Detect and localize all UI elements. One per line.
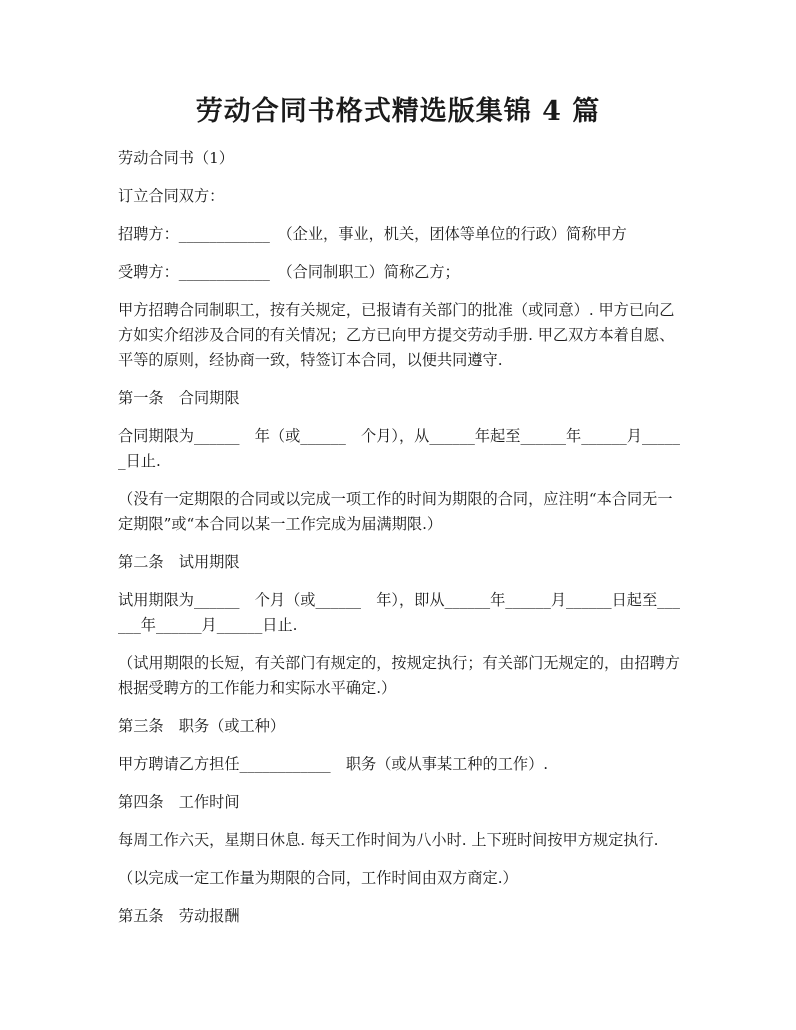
preamble-paragraph: 甲方招聘合同制职工，按有关规定，已报请有关部门的批准（或同意）. 甲方已向乙方如实介绍涉及合同的有关情况；乙方已向甲方提交劳动手册. 甲乙双方本着自愿、平等的原则，经协商一致，特签订本合同，以便共同遵守.	[118, 301, 675, 369]
article-4-body: 每周工作六天，星期日休息. 每天工作时间为八小时. 上下班时间按甲方规定执行.	[118, 831, 659, 849]
article-3-body: 甲方聘请乙方担任____________ 职务（或从事某工种的工作）.	[118, 755, 549, 773]
parties-label: 订立合同双方：	[118, 187, 225, 205]
employee-line: 受聘方：____________ （合同制职工）简称乙方；	[118, 263, 460, 281]
article-3-heading: 第三条 职务（或工种）	[118, 717, 286, 735]
contract-heading: 劳动合同书（1）	[118, 149, 234, 167]
article-2-heading: 第二条 试用期限	[118, 553, 240, 571]
article-4-note: （以完成一定工作量为期限的合同，工作时间由双方商定.）	[118, 869, 518, 887]
article-5-heading: 第五条 劳动报酬	[118, 907, 240, 925]
article-2-body: 试用期限为______ 个月（或______ 年），即从______年______月______日起至______年______月______日止.	[118, 591, 680, 634]
employer-line: 招聘方：____________ （企业，事业，机关，团体等单位的行政）简称甲方	[118, 225, 627, 243]
article-1-heading: 第一条 合同期限	[118, 389, 240, 407]
article-1-body: 合同期限为______ 年（或______ 个月），从______年起至______年______月______日止.	[118, 427, 680, 470]
document-body	[118, 146, 684, 942]
article-1-note: （没有一定期限的合同或以完成一项工作的时间为期限的合同，应注明“本合同无一定期限”或“本合同以某一工作完成为届满期限.）	[118, 490, 673, 533]
article-4-heading: 第四条 工作时间	[118, 793, 240, 811]
document-title: 劳动合同书格式精选版集锦 4 篇	[195, 96, 601, 127]
article-2-note: （试用期限的长短，有关部门有规定的，按规定执行；有关部门无规定的，由招聘方根据受聘方的工作能力和实际水平确定.）	[118, 654, 680, 697]
